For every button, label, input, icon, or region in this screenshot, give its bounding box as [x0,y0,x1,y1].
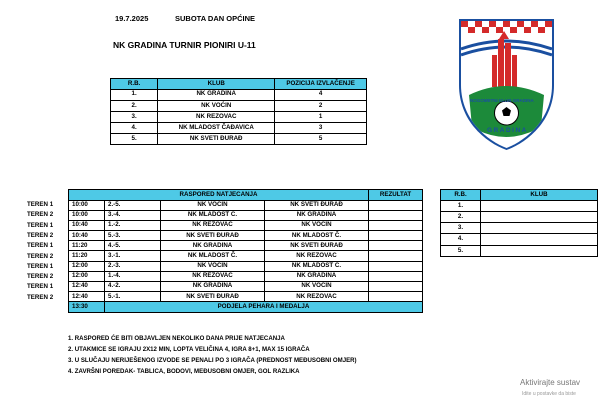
home-team: NK VOĆIN [161,200,265,210]
match-score[interactable] [369,210,423,220]
match-time: 11:20 [69,251,105,261]
away-team: NK VOĆIN [265,282,369,292]
score-header: REZULTAT [369,190,423,201]
page-title: NK GRADINA TURNIR PIONIRI U-11 [113,40,256,50]
final-text: PODJELA PEHARA I MEDALJA [105,302,423,312]
match-score[interactable] [369,292,423,302]
home-team: NK VOĆIN [161,261,265,271]
standings-club[interactable] [481,200,598,211]
match-score[interactable] [369,231,423,241]
draw-rank: 5. [111,134,158,145]
schedule-row [69,200,423,210]
home-team: NK GRADINA [161,282,265,292]
standings-table [440,189,598,257]
standings-row [441,234,598,245]
standings-header-klub: KLUB [481,190,598,201]
schedule-table [68,189,423,313]
schedule-header: RASPORED NATJECANJA [69,190,369,201]
draw-club: NK MLADOST ČAĐAVICA [158,123,275,134]
schedule-row [69,271,423,281]
standings-club[interactable] [481,211,598,222]
match-time: 12:00 [69,271,105,281]
home-team: NK SVETI ĐURAĐ [161,231,265,241]
match-score[interactable] [369,251,423,261]
match-pairing: 3.-4. [105,210,161,220]
draw-position: 1 [275,111,367,122]
away-team: NK SVETI ĐURAĐ [265,241,369,251]
court-label: TEREN 2 [27,252,54,260]
away-team: NK REZOVAC [265,251,369,261]
logo-club-text: NOGOMETNI KLUB GRADINA [470,98,534,103]
schedule-row [69,282,423,292]
match-pairing: 1.-2. [105,220,161,230]
note-1: 1. RASPORED ĆE BITI OBJAVLJEN NEKOLIKO DANA PRIJE NATJECANJA [68,335,285,342]
standings-club[interactable] [481,234,598,245]
court-label: TEREN 1 [27,221,54,229]
draw-position: 2 [275,100,367,111]
draw-row [111,134,367,145]
match-time: 11:20 [69,241,105,251]
draw-club: NK VOĆIN [158,100,275,111]
court-label: TEREN 2 [27,273,54,281]
draw-position: 3 [275,123,367,134]
draw-row [111,100,367,111]
match-time: 10:40 [69,220,105,230]
schedule-row [69,292,423,302]
away-team: NK REZOVAC [265,292,369,302]
standings-header-rb: R.B. [441,190,481,201]
match-time: 10:40 [69,231,105,241]
schedule-row [69,210,423,220]
match-time: 12:00 [69,261,105,271]
schedule-header-row [69,190,423,201]
schedule-row [69,261,423,271]
match-pairing: 2.-5. [105,200,161,210]
draw-rank: 1. [111,89,158,100]
away-team: NK SVETI ĐURAĐ [265,200,369,210]
court-label: TEREN 2 [27,293,54,301]
draw-row [111,123,367,134]
match-pairing: 4.-5. [105,241,161,251]
final-time: 13:30 [69,302,105,312]
away-team: NK GRADINA [265,271,369,281]
match-pairing: 4.-2. [105,282,161,292]
match-pairing: 1.-4. [105,271,161,281]
away-team: NK MLADOST Č. [265,231,369,241]
standings-club[interactable] [481,223,598,234]
match-pairing: 5.-3. [105,231,161,241]
match-time: 10:00 [69,200,105,210]
standings-club[interactable] [481,245,598,256]
draw-rank: 4. [111,123,158,134]
match-pairing: 3.-1. [105,251,161,261]
home-team: NK GRADINA [161,241,265,251]
draw-club: NK GRADINA [158,89,275,100]
standings-rank: 2. [441,211,481,222]
home-team: NK REZOVAC [161,220,265,230]
day-text: SUBOTA DAN OPĆINE [175,14,256,23]
draw-header-klub: KLUB [158,79,275,90]
draw-rank: 3. [111,111,158,122]
draw-header-row [111,79,367,90]
match-pairing: 5.-1. [105,292,161,302]
home-team: NK SVETI ĐURAĐ [161,292,265,302]
standings-rank: 5. [441,245,481,256]
match-score[interactable] [369,220,423,230]
draw-club: NK SVETI ĐURAĐ [158,134,275,145]
final-row [69,302,423,312]
match-time: 12:40 [69,292,105,302]
match-score[interactable] [369,241,423,251]
home-team: NK REZOVAC [161,271,265,281]
standings-row [441,223,598,234]
note-3: 3. U SLUČAJU NERIJEŠENOG IZVODE SE PENALI PO 3 IGRAČA (PREDNOST MEĐUSOBNI OMJER) [68,357,357,364]
court-label: TEREN 1 [27,242,54,250]
home-team: NK MLADOST Č. [161,210,265,220]
court-label: TEREN 1 [27,262,54,270]
schedule-row [69,231,423,241]
draw-header-rb: R.B. [111,79,158,90]
match-score[interactable] [369,261,423,271]
draw-position: 4 [275,89,367,100]
away-team: NK GRADINA [265,210,369,220]
match-score[interactable] [369,271,423,281]
standings-rank: 3. [441,223,481,234]
away-team: NK MLADOST Č. [265,261,369,271]
standings-rank: 1. [441,200,481,211]
activation-watermark-sub: Idite u postavke da biste [522,391,576,397]
draw-row [111,111,367,122]
standings-rank: 4. [441,234,481,245]
home-team: NK MLADOST Č. [161,251,265,261]
match-pairing: 2.-3. [105,261,161,271]
court-label: TEREN 2 [27,211,54,219]
match-score[interactable] [369,200,423,210]
draw-position: 5 [275,134,367,145]
away-team: NK VOĆIN [265,220,369,230]
draw-rank: 2. [111,100,158,111]
draw-table [110,78,367,145]
draw-row [111,89,367,100]
schedule-row [69,220,423,230]
standings-row [441,245,598,256]
standings-header-row [441,190,598,201]
match-time: 12:40 [69,282,105,292]
match-score[interactable] [369,282,423,292]
note-2: 2. UTAKMICE SE IGRAJU 2X12 MIN, LOPTA VELIČINA 4, IGRA 8+1, MAX 15 IGRAČA [68,346,310,353]
schedule-row [69,251,423,261]
court-label: TEREN 2 [27,231,54,239]
logo-name-text: GRADINA [487,127,528,134]
schedule-row [69,241,423,251]
standings-row [441,211,598,222]
activation-watermark: Aktivirajte sustav [520,378,581,387]
match-time: 10:00 [69,210,105,220]
court-label: TEREN 1 [27,283,54,291]
draw-header-pozicija: POZICIJA IZVLAČENJE [275,79,367,90]
court-label: TEREN 1 [27,201,54,208]
standings-row [441,200,598,211]
note-4: 4. ZAVRŠNI POREDAK- TABLICA, BODOVI, MEĐUSOBNI OMJER, GOL RAZLIKA [68,368,300,375]
draw-club: NK REZOVAC [158,111,275,122]
date-text: 19.7.2025 [115,14,149,23]
